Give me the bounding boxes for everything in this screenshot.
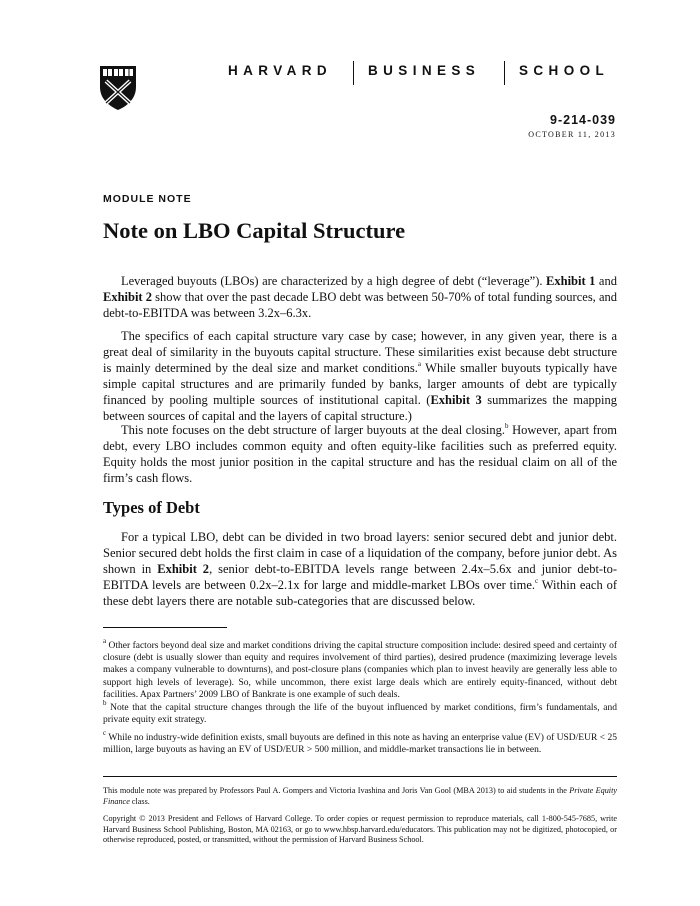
footnote-c [103,728,617,756]
footnote-mark: b [103,698,107,707]
text-run: and [595,274,617,288]
paragraph-4 [103,530,617,610]
footnote-text: Note that the capital structure changes through the life of the buyout influenced by market conditions, firm’s fundamentals, and private equity exit strategy. [103,703,617,726]
footnote-mark: a [103,636,107,645]
text-run: show that over the past decade LBO debt was between 50-70% of total funding sources, and debt-to-EBITDA was between 3.2x–6.3x. [103,289,617,320]
footnote-text: Other factors beyond deal size and market conditions driving the capital structure composition include: desired speed and certainty of closure (debt is usually slower than equity and requires involvement of third parties), desired prudence (maximizing leverage levels makes a company vulnerable to downturns), and post-closure plans (companies which plan to invest heavily are generally less able to support high levels of leverage). So, while uncommon, there exist large deals which are entirely equity-financed, without debt facilities. Apax Partners’ 2009 LBO of Bankrate is one example of such deals. [103,641,617,700]
footnote-mark: c [103,728,107,737]
page-title: Note on LBO Capital Structure [103,218,406,243]
course-name: Private Equity Finance [103,786,617,806]
wordmark-divider [504,61,505,85]
exhibit-ref: Exhibit 2 [103,289,152,304]
paragraph-1 [103,274,617,322]
wordmark-divider [353,61,354,85]
text-run: Within each of these debt layers there are notable sub-categories that are discussed below. [103,577,617,608]
hbs-shield-icon [99,65,137,111]
text-run: The specifics of each capital structure vary case by case; however, in any given year, there is a great deal of similarity in the buyouts capital structure. These similarities exist because debt structure is mainly determined by the deal size and market conditions. [103,329,617,375]
school-wordmark [228,62,620,84]
footnote-ref: b [505,421,509,430]
footnote-ref: c [535,576,539,585]
authors-note [103,786,617,807]
footnote-divider [103,627,227,628]
text-run: Leveraged buyouts (LBOs) are characterized by a high degree of debt (“leverage”). [121,274,547,288]
exhibit-ref: Exhibit 1 [546,274,596,288]
text-run: , senior debt-to-EBITDA levels range between 2.4x–5.6x and junior debt-to-EBITDA levels are between 0.2x–2.1x for large and middle-market LBOs over time. [103,561,617,592]
paragraph-2 [103,329,617,424]
footnote-text: While no industry-wide definition exists, small buyouts are defined in this note as having an enterprise value (EV) of USD/EUR < 25 million, large buyouts as having an EV of USD/EUR > 500 million, and middle-market transactions lie in between. [103,733,617,756]
page-footer-divider [103,776,617,777]
text-run: While smaller buyouts typically have simple capital structures and are primarily funded by banks, larger amounts of debt are typically financed by pooling multiple sources of institutional capital. ( [103,360,617,407]
footnote-ref: a [417,359,421,368]
footnote-a [103,636,617,701]
text-run: This note focuses on the debt structure of larger buyouts at the deal closing. [121,423,506,437]
document-number: 9-214-039 [550,113,616,127]
wordmark-school: SCHOOL [519,63,610,78]
wordmark-business: BUSINESS [368,63,481,78]
text-run: However, apart from debt, every LBO includes common equity and often equity-like facilities such as preferred equity. Equity holds the most junior position in the capital structure and has the residual claim on all of the firm’s cash flows. [103,423,617,485]
text-run: For a typical LBO, debt can be divided in two broad layers: senior secured debt and junior debt. Senior secured debt holds the first claim in case of a liquidation of the company, before junior debt. As shown in [103,530,617,576]
exhibit-ref: Exhibit 3 [430,392,482,407]
text-run: class. [129,796,150,806]
document-date: OCTOBER 11, 2013 [528,130,616,139]
text-run: This module note was prepared by Professors Paul A. Gompers and Victoria Ivashina and Joris Van Gool (MBA 2013) to aid students in the [103,786,570,795]
text-run: summarizes the mapping between sources of capital and the layers of capital structure.) [103,392,617,423]
module-label: MODULE NOTE [103,193,192,205]
paragraph-3 [103,423,617,487]
exhibit-ref: Exhibit 2 [157,561,210,576]
copyright-notice: Copyright © 2013 President and Fellows of Harvard College. To order copies or request permission to reproduce materials, call 1-800-545-7685, write Harvard Business School Publishing, Boston, MA 02163, or go to www.hbsp.harvard.edu/educators. This publication may not be digitized, photocopied, or otherwise reproduced, posted, or transmitted, without the permission of Harvard Business School. [103,814,617,845]
footnote-b [103,698,617,726]
wordmark-harvard: HARVARD [228,63,333,78]
section-heading: Types of Debt [103,498,200,517]
